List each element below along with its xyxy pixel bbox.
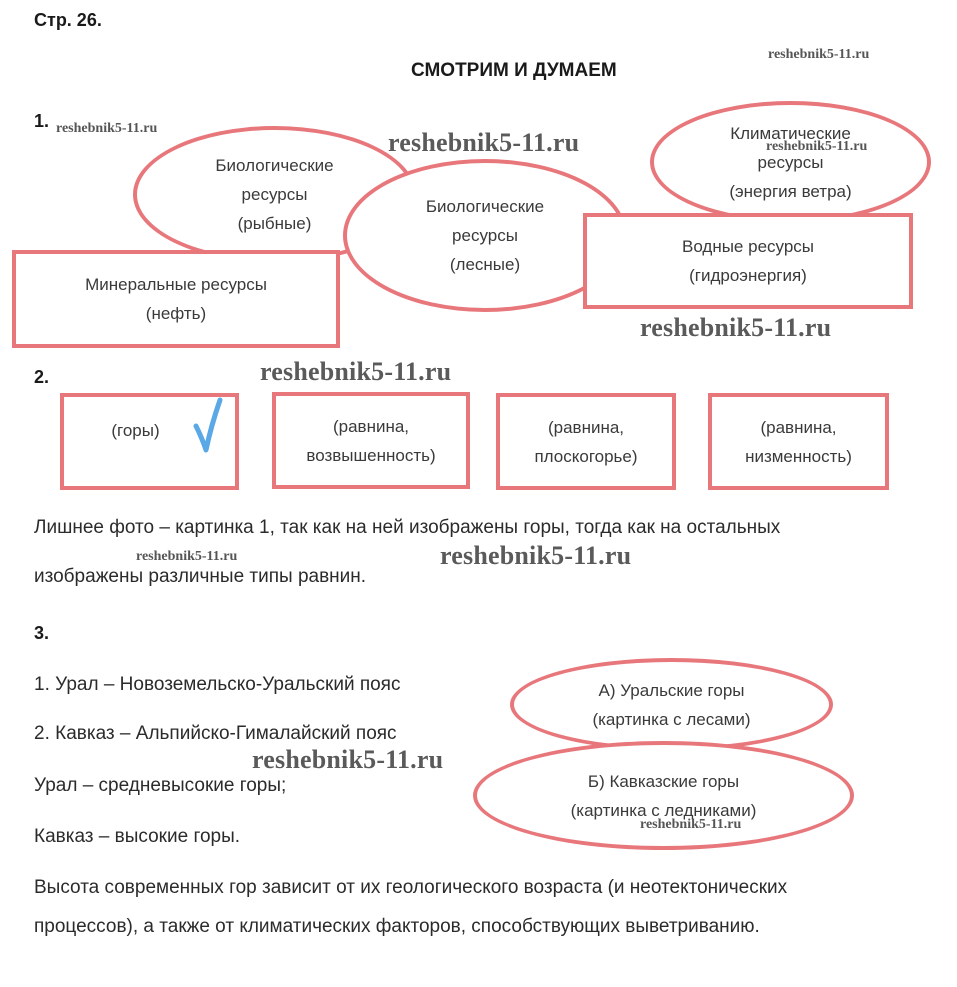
ural-line2: (картинка с лесами) xyxy=(592,709,751,729)
photo-box-1-label: (горы) xyxy=(111,421,160,440)
watermark: reshebnik5-11.ru xyxy=(768,47,870,62)
photo-box-4-line1: (равнина, xyxy=(760,417,837,437)
photo-box-2 xyxy=(272,392,470,489)
bio-forest-line3: (лесные) xyxy=(449,255,521,274)
photo-box-3-line2: плоскогорье) xyxy=(534,446,638,466)
climate-line1: Климатические xyxy=(730,123,851,143)
watermark: reshebnik5-11.ru xyxy=(766,139,868,154)
watermark: reshebnik5-11.ru xyxy=(388,128,580,157)
section-title: СМОТРИМ И ДУМАЕМ xyxy=(411,60,617,81)
mineral-line2: (нефть) xyxy=(145,304,207,323)
photo-box-4-line2: низменность) xyxy=(745,446,852,466)
bio-fish-line1: Биологические xyxy=(215,156,334,175)
task3-line4: Кавказ – высокие горы. xyxy=(34,826,241,847)
task2-number: 2. xyxy=(34,367,50,387)
task2-answer-line1: Лишнее фото – картинка 1, так как на ней изображены горы, тогда как на остальных xyxy=(34,517,781,538)
task1-number: 1. xyxy=(34,111,50,131)
photo-box-2-line1: (равнина, xyxy=(332,416,410,436)
photo-box-3 xyxy=(496,393,676,490)
task3-line1: 1. Урал – Новоземельско-Уральский пояс xyxy=(34,674,401,695)
watermark: reshebnik5-11.ru xyxy=(440,541,632,570)
water-line2: (гидроэнергия) xyxy=(689,266,807,285)
climate-ellipse xyxy=(650,101,931,223)
conclusion-line2: процессов), а также от климатических факторов, способствующих выветриванию. xyxy=(34,916,760,937)
watermark: reshebnik5-11.ru xyxy=(252,745,444,774)
mineral-line1: Минеральные ресурсы xyxy=(85,275,267,294)
task3-number: 3. xyxy=(34,623,50,643)
photo-box-2-line2: возвышенность) xyxy=(306,445,436,465)
water-box xyxy=(583,213,913,309)
watermark: reshebnik5-11.ru xyxy=(640,817,742,832)
caucasus-ellipse xyxy=(473,741,854,850)
climate-line2: ресурсы xyxy=(757,152,824,172)
page-header: Стр. 26. xyxy=(34,10,102,30)
task3-line2: 2. Кавказ – Альпийско-Гималайский пояс xyxy=(34,723,397,744)
mineral-box xyxy=(12,250,340,348)
watermark: reshebnik5-11.ru xyxy=(56,121,158,136)
bio-forest-line1: Биологические xyxy=(425,197,545,216)
photo-box-3-line1: (равнина, xyxy=(547,417,625,437)
check-mark-icon xyxy=(193,396,223,454)
water-line1: Водные ресурсы xyxy=(681,237,814,256)
ural-line1: А) Уральские горы xyxy=(598,680,745,700)
conclusion-line1: Высота современных гор зависит от их геологического возраста (и неотектонических xyxy=(34,877,788,898)
climate-line3: (энергия ветра) xyxy=(729,181,852,201)
watermark: reshebnik5-11.ru xyxy=(136,549,238,564)
caucasus-line1: Б) Кавказские горы xyxy=(587,771,740,791)
watermark: reshebnik5-11.ru xyxy=(640,313,832,342)
caucasus-line2: (картинка с ледниками) xyxy=(570,800,757,820)
task3-line3: Урал – средневысокие горы; xyxy=(34,775,287,796)
task2-answer-line2: изображены различные типы равнин. xyxy=(34,566,367,587)
bio-fish-line2: ресурсы xyxy=(241,185,308,204)
bio-forest-line2: ресурсы xyxy=(452,226,518,245)
bio-fish-line3: (рыбные) xyxy=(237,214,312,233)
watermark: reshebnik5-11.ru xyxy=(260,357,452,386)
ural-ellipse xyxy=(510,658,833,751)
photo-box-4 xyxy=(708,393,889,490)
